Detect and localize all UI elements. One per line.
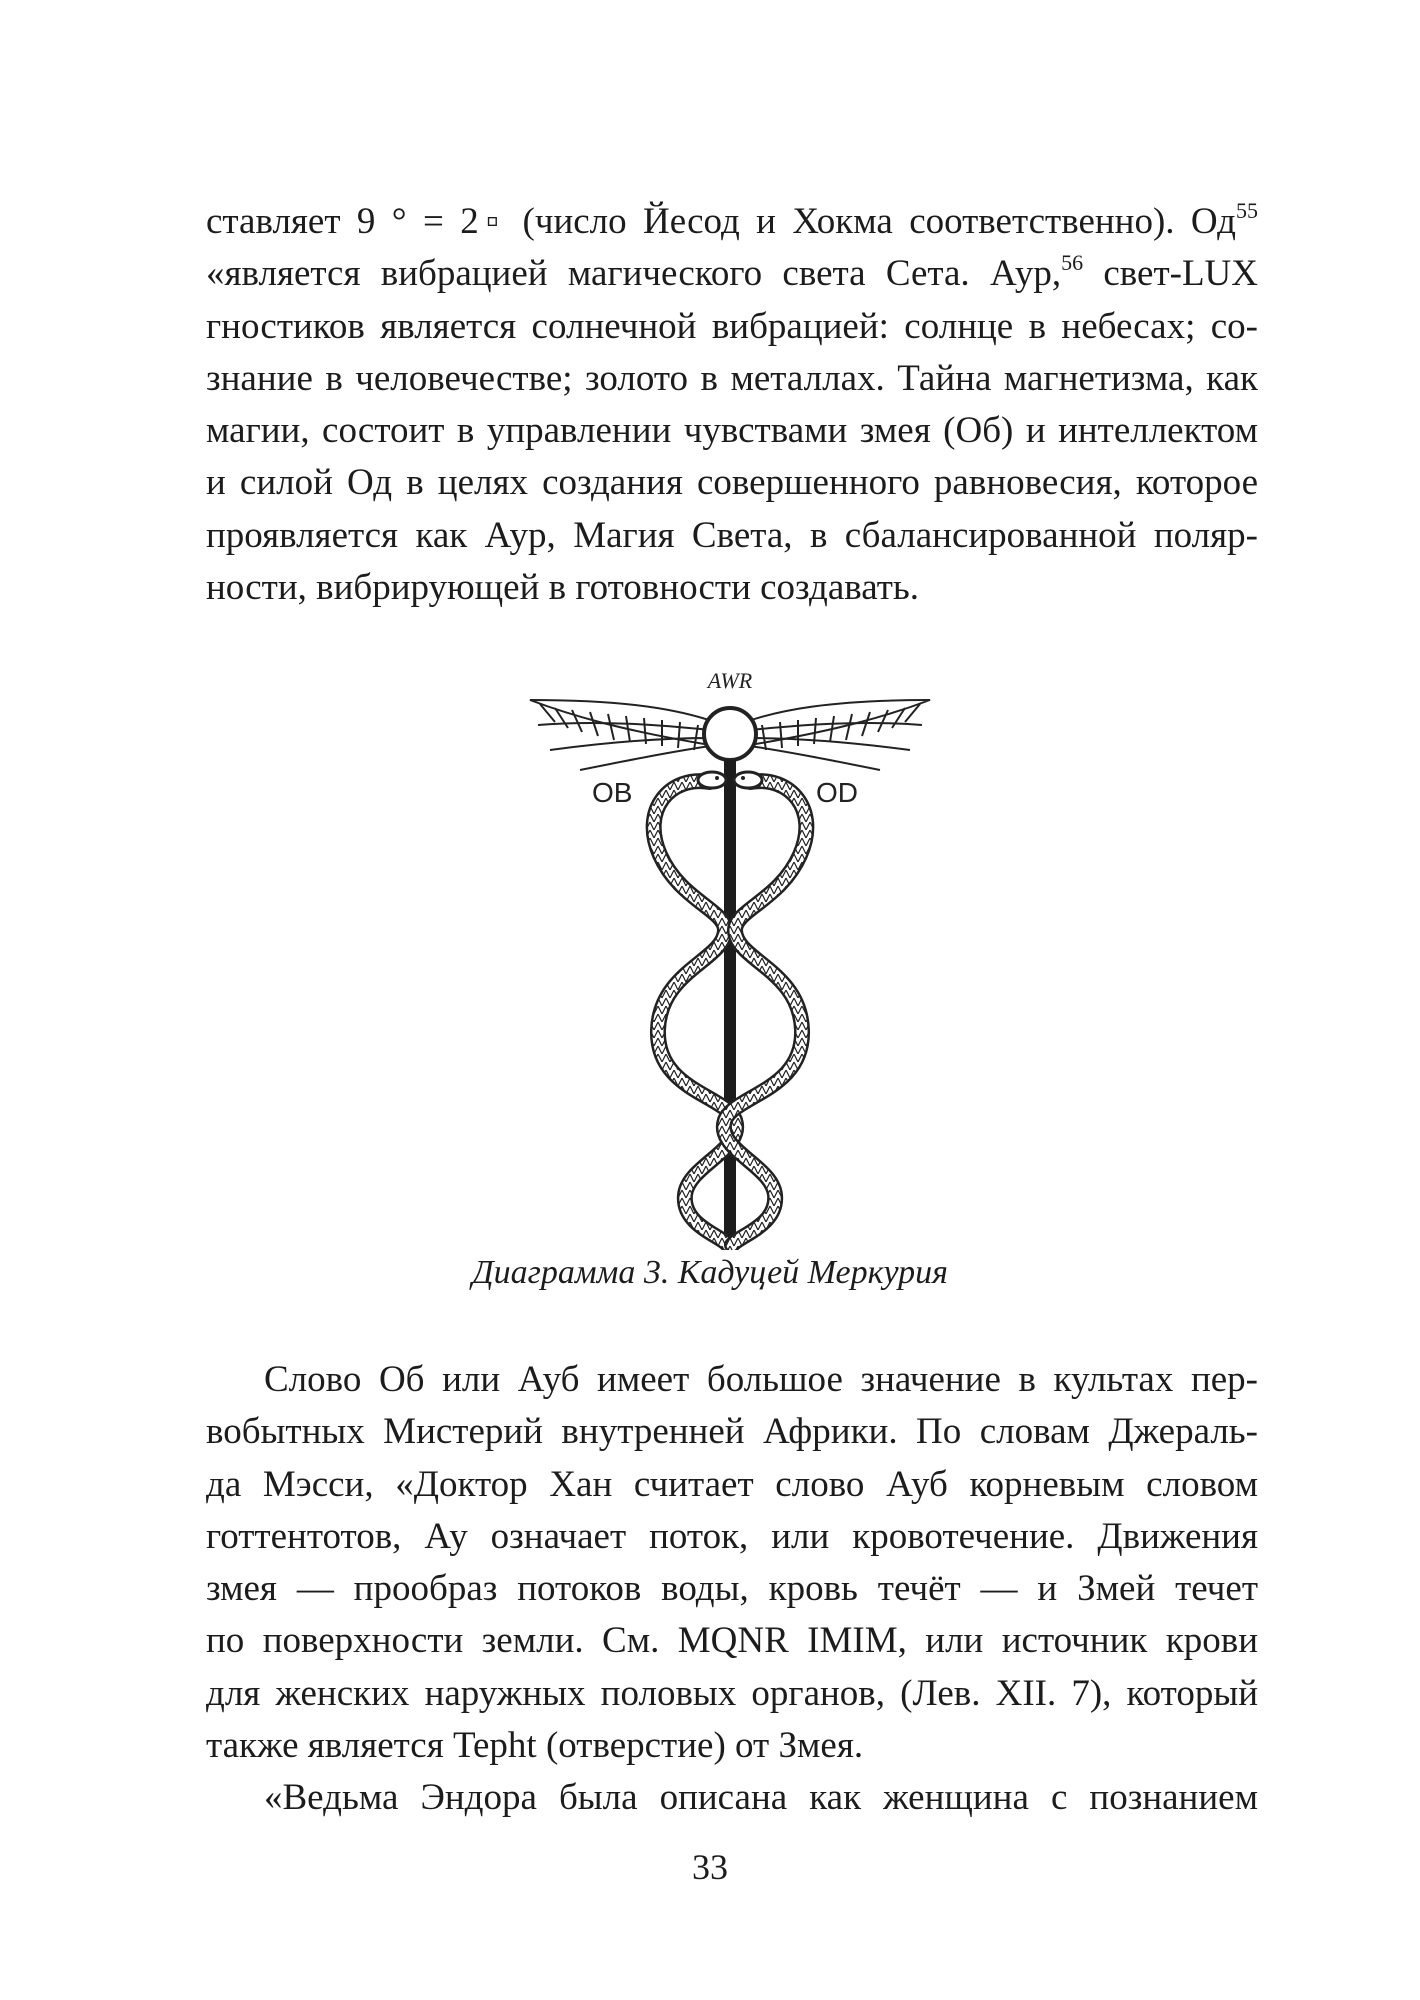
bottom-paragraphs (206, 1354, 1258, 1825)
text-line: по поверхности земли. См. MQNR IMIM, или источник крови (206, 1620, 1258, 1662)
awr-label: AWR (707, 670, 753, 693)
ob-label: OB (592, 777, 633, 808)
text-line: ности, вибрирующей в готовности создавать. (206, 567, 919, 609)
left-wing-icon (530, 700, 715, 770)
text-line: также является Tepht (отверстие) от Змея. (206, 1725, 864, 1767)
text-line (206, 196, 1258, 248)
page-number: 33 (692, 1847, 728, 1887)
text-span: «является вибрацией магического света Сета. Аур, (206, 253, 1062, 295)
text-line: для женских наружных половых органов, (Лев. XII. 7), который (206, 1672, 1258, 1714)
text-line: «Ведьма Эндора была описана как женщина с познанием (264, 1777, 1258, 1819)
staff-icon (724, 760, 736, 1240)
text-line: да Мэсси, «Доктор Хан считает слово Ауб корневым словом (206, 1463, 1258, 1505)
text-line: и силой Од в целях создания совершенного равновесия, которое (206, 462, 1258, 504)
text-span: свет-LUX (1083, 253, 1258, 295)
text-line: вобытных Мистерий внутренней Африки. По словам Джераль- (206, 1411, 1258, 1453)
text-line: знание в человечестве; золото в металлах. Тайна магнетизма, как (206, 357, 1258, 399)
caduceus-icon (510, 670, 950, 1250)
text-line: гностиков является солнечной вибрацией: солнце в небесах; со- (206, 305, 1258, 347)
text-line: магии, состоит в управлении чувствами змея (Об) и интеллектом (206, 410, 1258, 452)
top-paragraph (206, 196, 1258, 614)
text-line: проявляется как Аур, Магия Света, в сбалансированной поляр- (206, 514, 1258, 556)
orb-icon (704, 708, 756, 760)
figure-caption: Диаграмма 3. Кадуцей Меркурия (472, 1254, 948, 1291)
text-line (206, 248, 1258, 300)
text-span: ставляет 9 ° = 2▫ (число Йесод и Хокма соответственно). Од (206, 201, 1236, 242)
text-line: Слово Об или Ауб имеет большое значение в культах пер- (264, 1359, 1258, 1400)
footnote-ref-56: 56 (1061, 250, 1084, 276)
od-label: OD (816, 777, 858, 808)
footnote-ref-55: 55 (1236, 198, 1258, 223)
right-wing-icon (745, 700, 930, 770)
text-line: готтентотов, Ау означает поток, или кровотечение. Движения (206, 1515, 1258, 1557)
caduceus-figure (510, 670, 950, 1250)
text-line: змея — прообраз потоков воды, кровь течёт — и Змей течет (206, 1568, 1258, 1610)
